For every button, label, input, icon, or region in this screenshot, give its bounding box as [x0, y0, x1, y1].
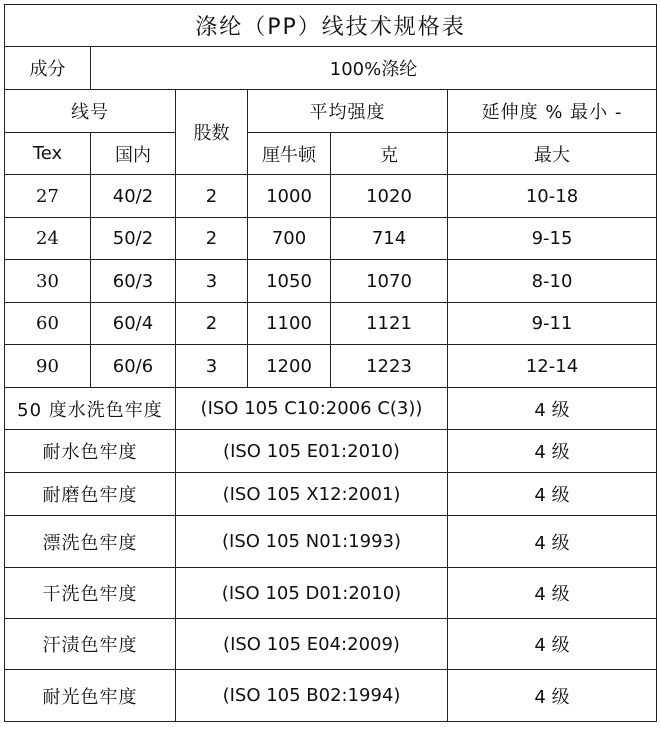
elongation-cell: 8-10: [448, 260, 657, 303]
tex-cell: 90: [5, 345, 91, 388]
spec-table: [4, 4, 657, 722]
tex-cell: 27: [5, 175, 91, 218]
title-row: [5, 5, 657, 47]
domestic-cell: 40/2: [91, 175, 176, 218]
fastness-standard: (ISO 105 E04:2009): [176, 619, 448, 670]
header-tex: Tex: [5, 133, 91, 175]
fastness-grade: 4 级: [448, 388, 657, 430]
fastness-row: [5, 568, 657, 619]
fastness-row: [5, 430, 657, 473]
elongation-cell: 10-18: [448, 175, 657, 218]
plies-cell: 2: [176, 175, 248, 218]
table-row: [5, 218, 657, 260]
fastness-grade: 4 级: [448, 516, 657, 568]
gram-cell: 1070: [331, 260, 448, 303]
tex-cell: 60: [5, 303, 91, 345]
fastness-standard: (ISO 105 E01:2010): [176, 430, 448, 473]
header-row-1: [5, 90, 657, 133]
fastness-name: 耐磨色牢度: [5, 473, 176, 516]
fastness-standard: (ISO 105 C10:2006 C(3)): [176, 388, 448, 430]
fastness-grade: 4 级: [448, 473, 657, 516]
fastness-name: 耐水色牢度: [5, 430, 176, 473]
fastness-name: 漂洗色牢度: [5, 516, 176, 568]
table-row: [5, 345, 657, 388]
plies-cell: 3: [176, 345, 248, 388]
fastness-grade: 4 级: [448, 568, 657, 619]
tex-cell: 30: [5, 260, 91, 303]
header-elongation-line1: 延伸度 % 最小 -: [448, 90, 657, 133]
header-centinewton: 厘牛顿: [248, 133, 331, 175]
header-gram: 克: [331, 133, 448, 175]
composition-value: 100%涤纶: [91, 47, 657, 90]
fastness-row: [5, 619, 657, 670]
elongation-cell: 9-11: [448, 303, 657, 345]
fastness-name: 耐光色牢度: [5, 670, 176, 722]
domestic-cell: 50/2: [91, 218, 176, 260]
table-row: [5, 303, 657, 345]
table-row: [5, 260, 657, 303]
header-avg-strength: 平均强度: [248, 90, 448, 133]
header-row-2: [5, 133, 657, 175]
fastness-name: 50 度水洗色牢度: [5, 388, 176, 430]
centinewton-cell: 1200: [248, 345, 331, 388]
elongation-cell: 12-14: [448, 345, 657, 388]
plies-cell: 3: [176, 260, 248, 303]
header-thread-no: 线号: [5, 90, 176, 133]
fastness-row: [5, 516, 657, 568]
domestic-cell: 60/4: [91, 303, 176, 345]
fastness-standard: (ISO 105 N01:1993): [176, 516, 448, 568]
fastness-name: 汗渍色牢度: [5, 619, 176, 670]
gram-cell: 1121: [331, 303, 448, 345]
gram-cell: 714: [331, 218, 448, 260]
header-domestic: 国内: [91, 133, 176, 175]
fastness-grade: 4 级: [448, 619, 657, 670]
fastness-name: 干洗色牢度: [5, 568, 176, 619]
centinewton-cell: 1000: [248, 175, 331, 218]
plies-cell: 2: [176, 303, 248, 345]
table-row: [5, 175, 657, 218]
domestic-cell: 60/3: [91, 260, 176, 303]
composition-row: [5, 47, 657, 90]
fastness-row: [5, 388, 657, 430]
table-title: 涤纶（PP）线技术规格表: [5, 5, 657, 47]
centinewton-cell: 1100: [248, 303, 331, 345]
gram-cell: 1223: [331, 345, 448, 388]
composition-label: 成分: [5, 47, 91, 90]
tex-cell: 24: [5, 218, 91, 260]
fastness-standard: (ISO 105 D01:2010): [176, 568, 448, 619]
centinewton-cell: 1050: [248, 260, 331, 303]
fastness-grade: 4 级: [448, 430, 657, 473]
gram-cell: 1020: [331, 175, 448, 218]
fastness-row: [5, 473, 657, 516]
fastness-standard: (ISO 105 B02:1994): [176, 670, 448, 722]
plies-cell: 2: [176, 218, 248, 260]
header-elongation-line2: 最大: [448, 133, 657, 175]
domestic-cell: 60/6: [91, 345, 176, 388]
fastness-standard: (ISO 105 X12:2001): [176, 473, 448, 516]
elongation-cell: 9-15: [448, 218, 657, 260]
fastness-grade: 4 级: [448, 670, 657, 722]
header-plies: 股数: [176, 90, 248, 175]
fastness-row: [5, 670, 657, 722]
centinewton-cell: 700: [248, 218, 331, 260]
